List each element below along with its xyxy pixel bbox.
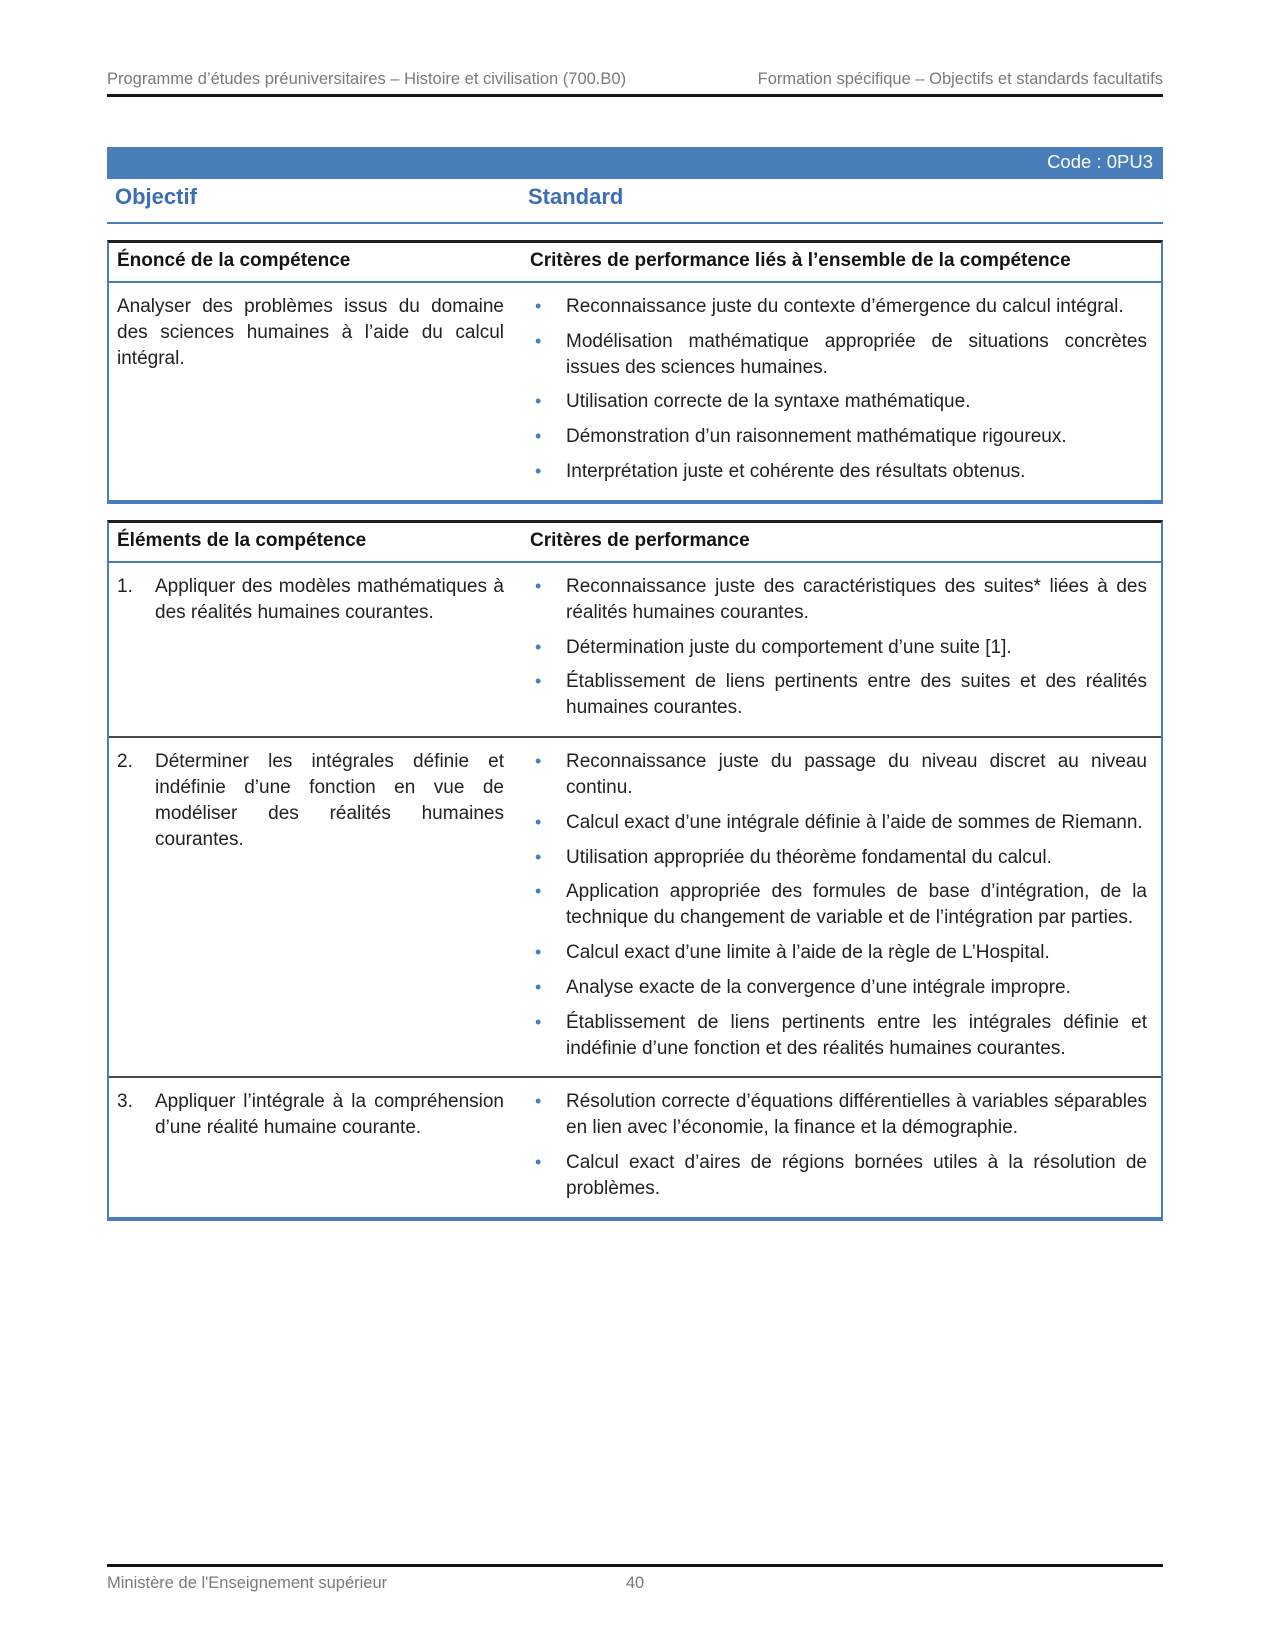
element-text: Appliquer des modèles mathématiques à des réalités humaines courantes.: [155, 575, 504, 623]
list-item: [530, 574, 1147, 626]
element-row-3: [109, 1076, 1161, 1216]
list-item: [530, 810, 1147, 836]
section-enonce-competence: [107, 240, 1163, 504]
element-row-1: [109, 563, 1161, 736]
list-item: [530, 459, 1147, 485]
list-item: [530, 1010, 1147, 1062]
list-item: [530, 975, 1147, 1001]
objectif-title: Objectif: [115, 184, 197, 209]
bullet-icon: •: [535, 330, 542, 351]
bullet-icon: •: [535, 296, 542, 316]
bullet-icon: •: [535, 636, 542, 657]
critere-text: Analyse exacte de la convergence d’une intégrale impropre.: [566, 976, 1071, 998]
critere-text: Établissement de liens pertinents entre les intégrales définie et indéfinie d’une fonction et des réalités humaines courantes.: [566, 1011, 1147, 1059]
list-item: [530, 845, 1147, 871]
column-titles-row: [107, 184, 1163, 224]
criteres-header: Critères de performance: [530, 529, 750, 551]
footer-left-text: Ministère de l'Enseignement supérieur: [107, 1574, 388, 1592]
bullet-icon: •: [535, 1152, 542, 1173]
element-item: [117, 1089, 504, 1141]
objectif-column-title: [107, 184, 522, 210]
critere-text: Modélisation mathématique appropriée de situations concrètes issues des sciences humaines.: [566, 330, 1147, 378]
critere-text: Calcul exact d’aires de régions bornées utiles à la résolution de problèmes.: [566, 1152, 1147, 1199]
critere-text: Reconnaissance juste du contexte d’émergence du calcul intégral.: [566, 296, 1124, 317]
critere-text: Application appropriée des formules de base d’intégration, de la technique du changement de variable et de l’intégration par parties.: [566, 881, 1147, 929]
standard-column-title: [522, 184, 1163, 210]
critere-text: Résolution correcte d’équations différentielles à variables séparables en lien avec l’économie, la finance et la démographie.: [566, 1091, 1147, 1139]
bullet-icon: •: [535, 1011, 542, 1032]
critere-text: Détermination juste du comportement d’une suite [1].: [566, 636, 1012, 658]
list-item: [530, 635, 1147, 661]
critere-text: Établissement de liens pertinents entre des suites et des réalités humaines courantes.: [566, 671, 1147, 719]
element-row-2: [109, 736, 1161, 1076]
element-item: [117, 749, 504, 852]
elements-header: Éléments de la compétence: [117, 529, 367, 551]
section1-criteres-list: [524, 294, 1161, 485]
bullet-icon: •: [535, 846, 542, 867]
list-item: [530, 669, 1147, 721]
enonce-text: Analyser des problèmes issus du domaine des sciences humaines à l’aide du calcul intégral.: [117, 296, 504, 369]
critere-text: Démonstration d’un raisonnement mathématique rigoureux.: [566, 426, 1067, 448]
section2-header-row: [109, 523, 1161, 563]
criteres-ensemble-header: Critères de performance liés à l’ensemble de la compétence: [530, 250, 1071, 271]
running-footer: [107, 1564, 1163, 1593]
element-text: Déterminer les intégrales définie et indéfinie d’une fonction en vue de modéliser des réalités humaines courantes.: [155, 751, 504, 850]
page-number: 40: [625, 1574, 645, 1592]
header-left-text: Programme d’études préuniversitaires – Histoire et civilisation (700.B0): [107, 70, 627, 88]
bullet-icon: •: [535, 671, 542, 692]
bullet-icon: •: [535, 811, 542, 832]
list-item: [530, 389, 1147, 415]
list-item: [530, 424, 1147, 450]
section1-body-row: [109, 283, 1161, 500]
bullet-icon: •: [535, 1091, 542, 1112]
bullet-icon: •: [535, 575, 542, 596]
critere-text: Utilisation appropriée du théorème fondamental du calcul.: [566, 846, 1052, 868]
bullet-icon: •: [535, 942, 542, 963]
element-item: [117, 574, 504, 626]
enonce-header: Énoncé de la compétence: [117, 250, 351, 271]
row1-criteres-list: [524, 574, 1161, 721]
element-text: Appliquer l’intégrale à la compréhension d’une réalité humaine courante.: [155, 1091, 504, 1139]
element-number: 3.: [117, 1091, 133, 1113]
critere-text: Reconnaissance juste du passage du niveau discret au niveau continu.: [566, 751, 1147, 798]
list-item: [530, 879, 1147, 931]
bullet-icon: •: [535, 426, 542, 447]
row3-criteres-list: [524, 1089, 1161, 1201]
code-bar: [107, 147, 1163, 179]
list-item: [530, 329, 1147, 381]
bullet-icon: •: [535, 976, 542, 997]
bullet-icon: •: [535, 881, 542, 902]
bullet-icon: •: [535, 461, 542, 482]
list-item: [530, 1150, 1147, 1202]
bullet-icon: •: [535, 391, 542, 412]
critere-text: Interprétation juste et cohérente des résultats obtenus.: [566, 461, 1026, 483]
header-right-text: Formation spécifique – Objectifs et standards facultatifs: [757, 70, 1163, 88]
critere-text: Reconnaissance juste des caractéristiques des suites* liées à des réalités humaines courantes.: [566, 575, 1147, 623]
critere-text: Calcul exact d’une limite à l’aide de la règle de L’Hospital.: [566, 942, 1050, 964]
running-header: [107, 0, 1163, 89]
code-label: Code : 0PU3: [1047, 151, 1153, 172]
list-item: [530, 940, 1147, 966]
critere-text: Calcul exact d’une intégrale définie à l’aide de sommes de Riemann.: [566, 811, 1143, 833]
list-item: [530, 1089, 1147, 1141]
list-item: [530, 749, 1147, 801]
element-number: 2.: [117, 751, 133, 773]
section-elements-competence: [107, 520, 1163, 1221]
header-rule: [107, 94, 1163, 97]
standard-title: Standard: [528, 184, 624, 209]
section1-header-row: [109, 243, 1161, 283]
row2-criteres-list: [524, 749, 1161, 1061]
critere-text: Utilisation correcte de la syntaxe mathématique.: [566, 391, 971, 413]
bullet-icon: •: [535, 751, 542, 772]
list-item: [530, 294, 1147, 320]
page-content: [107, 0, 1163, 1221]
element-number: 1.: [117, 575, 133, 597]
